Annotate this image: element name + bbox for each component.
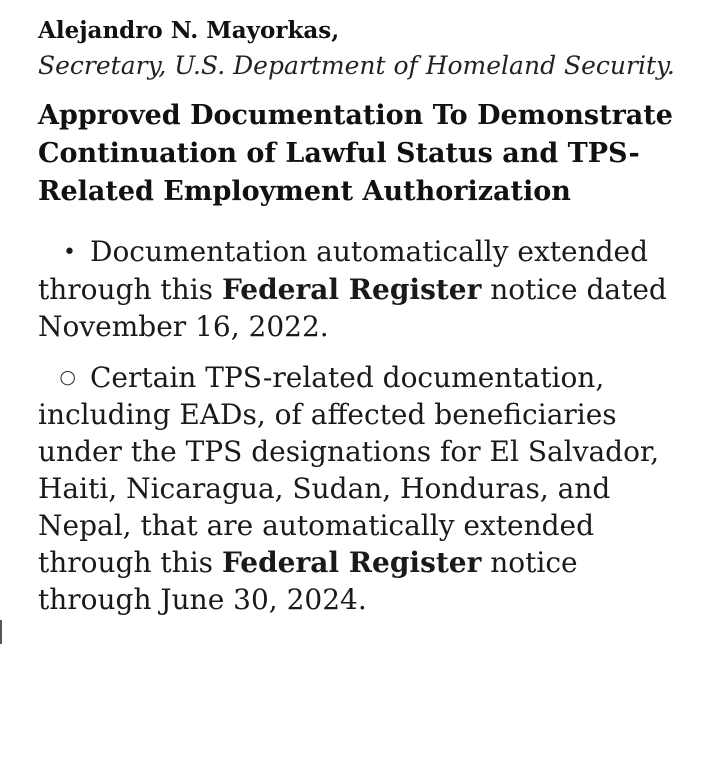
signer-title: Secretary, U.S. Department of Homeland Security. [38,51,675,80]
section-heading: Approved Documentation To Demonstrate Continuation of Lawful Status and TPS-Related Employment Authorization [38,100,673,207]
list-item-text: notice through June 30, 2024. [38,546,578,616]
document-page [38,14,678,632]
publication-name: Federal Register [221,273,482,306]
bullet-filled-icon: • [63,240,76,265]
list-item [38,233,678,345]
publication-name: Federal Register [221,546,482,579]
list-item [38,359,678,618]
margin-change-bar [0,620,2,644]
list-item-text: notice dated November 16, 2022. [38,273,667,343]
bullet-hollow-icon: ○ [59,366,76,388]
list-item-text: Certain TPS-related documentation, including EADs, of affected beneficiaries under the TPS designations for El Salvador, Haiti, Nicaragua, Sudan, Honduras, and Nepal, that are automatically extended through this [38,361,660,579]
signer-name: Alejandro N. Mayorkas, [38,17,340,44]
list-item-text: Documentation automatically extended through this [38,235,649,306]
